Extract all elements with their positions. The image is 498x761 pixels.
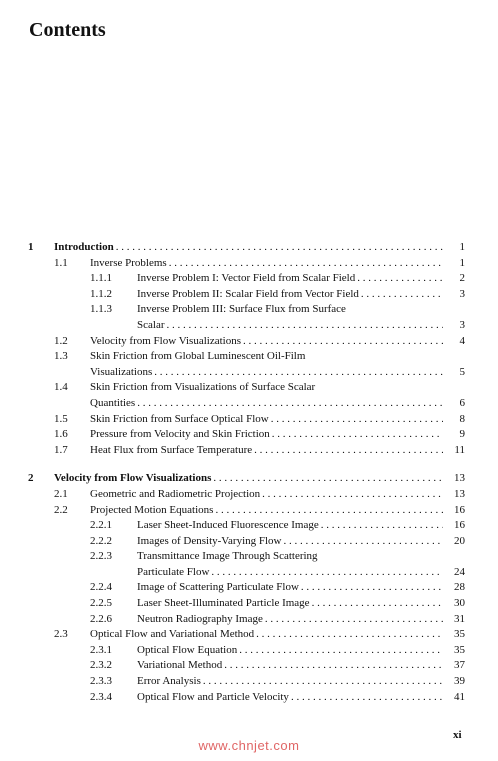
toc-section-entry[interactable] (28, 412, 465, 428)
toc-entry-page: 39 (454, 675, 465, 688)
toc-entry-title-wrap (137, 565, 443, 581)
toc-entry-title: Pressure from Velocity and Skin Friction (90, 428, 270, 441)
toc-entry-title: Heat Flux from Surface Temperature (90, 443, 253, 456)
toc-entry-page: 13 (454, 487, 465, 500)
toc-entry-page: 6 (459, 396, 465, 409)
toc-entry-title: Velocity from Flow Visualizations (90, 334, 241, 347)
toc-entry-title: Skin Friction from Visualizations of Surface Scalar (90, 381, 316, 394)
toc-entry-title: Introduction (54, 241, 114, 253)
toc-entry-number: 2.2.6 (90, 612, 112, 625)
dot-leader (269, 412, 443, 428)
dot-leader (263, 612, 443, 628)
toc-subsection-entry[interactable] (28, 518, 465, 534)
watermark: www.chnjet.com (198, 738, 300, 753)
toc-entry-title-wrap (137, 518, 443, 534)
toc-entry-title-wrap (137, 549, 443, 565)
toc-section-entry[interactable] (28, 627, 465, 643)
toc-entry-number: 1.1 (54, 256, 68, 269)
toc-subsection-entry[interactable] (28, 318, 465, 334)
toc-entry-title: Error Analysis (137, 675, 201, 688)
toc-entry-number: 1.1.2 (90, 287, 112, 300)
toc-entry-title: Inverse Problem III: Surface Flux from Surface (137, 303, 346, 316)
toc-entry-number: 2.1 (54, 487, 68, 500)
toc-entry-page: 4 (459, 334, 465, 347)
page-title: Contents (29, 19, 106, 41)
toc-entry-page: 28 (454, 581, 465, 594)
toc-entry-title: Skin Friction from Surface Optical Flow (90, 412, 269, 425)
toc-entry-page: 20 (454, 534, 465, 547)
toc-entry-title-wrap (54, 240, 443, 256)
toc-entry-title-wrap (137, 534, 443, 550)
dot-leader (222, 658, 443, 674)
toc-entry-title-wrap (137, 271, 443, 287)
dot-leader (310, 596, 443, 612)
dot-leader (114, 240, 443, 256)
toc-entry-page: 1 (459, 241, 465, 253)
toc-chapter (28, 471, 465, 705)
toc-subsection-entry[interactable] (28, 596, 465, 612)
toc-entry-number: 2.3.3 (90, 675, 112, 688)
toc-entry-page: 13 (454, 472, 465, 485)
toc-entry-page: 16 (454, 519, 465, 532)
toc-chapter (28, 240, 465, 458)
toc-entry-title-wrap (137, 674, 443, 690)
toc-entry-title: Variational Method (137, 659, 223, 672)
dot-leader (359, 287, 443, 303)
toc-subsection-entry[interactable] (28, 549, 465, 565)
toc-subsection-entry[interactable] (28, 674, 465, 690)
dot-leader (213, 503, 443, 519)
toc-entry-title: Scalar (137, 318, 165, 331)
toc-subsection-entry[interactable] (28, 643, 465, 659)
table-of-contents (28, 240, 465, 718)
toc-entry-title-wrap (90, 503, 443, 519)
toc-entry-page: 1 (459, 256, 465, 269)
toc-entry-page: 8 (459, 412, 465, 425)
toc-entry-title: Laser Sheet-Induced Fluorescence Image (137, 519, 319, 532)
dot-leader (289, 690, 443, 706)
dot-leader (237, 643, 443, 659)
dot-leader (241, 334, 443, 350)
toc-entry-title: Optical Flow and Particle Velocity (137, 690, 289, 703)
page-folio: xi (453, 729, 462, 741)
toc-entry-title: Geometric and Radiometric Projection (90, 487, 261, 500)
toc-entry-page: 24 (454, 565, 465, 578)
toc-entry-title-wrap (137, 612, 443, 628)
toc-entry-page: 5 (459, 365, 465, 378)
toc-subsection-entry[interactable] (28, 287, 465, 303)
toc-entry-title: Inverse Problem II: Scalar Field from Vector Field (137, 287, 359, 300)
toc-section-entry[interactable] (28, 396, 465, 412)
toc-entry-title-wrap (90, 334, 443, 350)
toc-entry-number: 1.7 (54, 443, 68, 456)
toc-entry-title-wrap (90, 487, 443, 503)
toc-entry-number: 1.2 (54, 334, 68, 347)
toc-entry-page: 35 (454, 643, 465, 656)
dot-leader (135, 396, 443, 412)
toc-entry-title: Laser Sheet-Illuminated Particle Image (137, 597, 310, 610)
toc-entry-number: 1.1.3 (90, 303, 112, 316)
toc-entry-title-wrap (137, 690, 443, 706)
toc-entry-page: 30 (454, 597, 465, 610)
toc-entry-title-wrap (90, 396, 443, 412)
toc-entry-title: Optical Flow and Variational Method (90, 628, 255, 641)
toc-subsection-entry[interactable] (28, 565, 465, 581)
toc-entry-title-wrap (137, 318, 443, 334)
dot-leader (319, 518, 443, 534)
toc-entry-page: 35 (454, 628, 465, 641)
toc-entry-title-wrap (137, 596, 443, 612)
toc-section-entry[interactable] (28, 427, 465, 443)
toc-section-entry[interactable] (28, 365, 465, 381)
toc-entry-title: Velocity from Flow Visualizations (54, 472, 212, 485)
toc-entry-number: 1.6 (54, 428, 68, 441)
dot-leader (164, 318, 443, 334)
toc-section-entry[interactable] (28, 503, 465, 519)
toc-entry-page: 37 (454, 659, 465, 672)
toc-entry-page: 41 (454, 690, 465, 703)
toc-subsection-entry[interactable] (28, 580, 465, 596)
dot-leader (270, 427, 443, 443)
toc-entry-page: 16 (454, 503, 465, 516)
toc-entry-number: 2.2.2 (90, 534, 112, 547)
toc-entry-title-wrap (90, 412, 443, 428)
toc-entry-number: 1.4 (54, 381, 68, 394)
toc-section-entry[interactable] (28, 349, 465, 365)
toc-entry-page: 2 (459, 272, 465, 285)
toc-entry-number: 2.3.2 (90, 659, 112, 672)
toc-subsection-entry[interactable] (28, 690, 465, 706)
toc-subsection-entry[interactable] (28, 658, 465, 674)
toc-entry-number: 1.1.1 (90, 272, 112, 285)
toc-section-entry[interactable] (28, 334, 465, 350)
toc-entry-page: 31 (454, 612, 465, 625)
toc-entry-number: 2.3 (54, 628, 68, 641)
toc-section-entry[interactable] (28, 443, 465, 459)
toc-subsection-entry[interactable] (28, 271, 465, 287)
dot-leader (152, 365, 443, 381)
toc-entry-title: Transmittance Image Through Scattering (137, 550, 318, 563)
toc-entry-page: 3 (459, 318, 465, 331)
toc-entry-title-wrap (137, 302, 443, 318)
toc-entry-title: Neutron Radiography Image (137, 612, 263, 625)
dot-leader (282, 534, 443, 550)
toc-chapter-entry[interactable] (28, 240, 465, 256)
toc-subsection-entry[interactable] (28, 612, 465, 628)
toc-entry-title-wrap (54, 471, 443, 487)
toc-entry-title-wrap (90, 443, 443, 459)
dot-leader (209, 565, 443, 581)
toc-entry-title: Images of Density-Varying Flow (137, 534, 282, 547)
toc-section-entry[interactable] (28, 487, 465, 503)
toc-entry-title: Particulate Flow (137, 565, 210, 578)
toc-entry-title: Inverse Problem I: Vector Field from Scalar Field (137, 272, 356, 285)
toc-entry-title: Projected Motion Equations (90, 503, 214, 516)
toc-entry-title: Visualizations (90, 365, 153, 378)
toc-entry-title-wrap (137, 643, 443, 659)
toc-entry-title-wrap (90, 627, 443, 643)
dot-leader (167, 256, 443, 272)
toc-entry-number: 2.3.1 (90, 643, 112, 656)
toc-entry-title-wrap (90, 256, 443, 272)
dot-leader (254, 627, 443, 643)
toc-entry-number: 2.2.1 (90, 519, 112, 532)
toc-entry-title-wrap (137, 580, 443, 596)
toc-entry-number: 2.2.5 (90, 597, 112, 610)
toc-entry-title: Quantities (90, 396, 136, 409)
dot-leader (201, 674, 443, 690)
dot-leader (299, 580, 443, 596)
toc-chapter-entry[interactable] (28, 471, 465, 487)
toc-section-entry[interactable] (28, 380, 465, 396)
toc-entry-title-wrap (90, 365, 443, 381)
toc-entry-number: 1.3 (54, 350, 68, 363)
toc-entry-title-wrap (137, 658, 443, 674)
toc-entry-title: Image of Scattering Particulate Flow (137, 581, 299, 594)
toc-subsection-entry[interactable] (28, 534, 465, 550)
toc-entry-page: 9 (459, 428, 465, 441)
toc-entry-title-wrap (90, 380, 443, 396)
toc-entry-number: 1 (28, 241, 34, 253)
toc-entry-number: 2.2.3 (90, 550, 112, 563)
dot-leader (211, 471, 443, 487)
toc-entry-number: 2.3.4 (90, 690, 112, 703)
toc-section-entry[interactable] (28, 256, 465, 272)
toc-entry-page: 3 (459, 287, 465, 300)
toc-entry-title-wrap (90, 349, 443, 365)
toc-entry-number: 2.2 (54, 503, 68, 516)
dot-leader (252, 443, 443, 459)
toc-entry-title: Optical Flow Equation (137, 643, 238, 656)
toc-entry-title: Skin Friction from Global Luminescent Oil-Film (90, 350, 306, 363)
toc-entry-page: 11 (454, 443, 465, 456)
toc-entry-number: 2.2.4 (90, 581, 112, 594)
toc-entry-number: 1.5 (54, 412, 68, 425)
dot-leader (355, 271, 443, 287)
toc-entry-title-wrap (137, 287, 443, 303)
toc-entry-title: Inverse Problems (90, 256, 167, 269)
toc-subsection-entry[interactable] (28, 302, 465, 318)
toc-entry-title-wrap (90, 427, 443, 443)
toc-entry-number: 2 (28, 472, 34, 485)
dot-leader (260, 487, 443, 503)
